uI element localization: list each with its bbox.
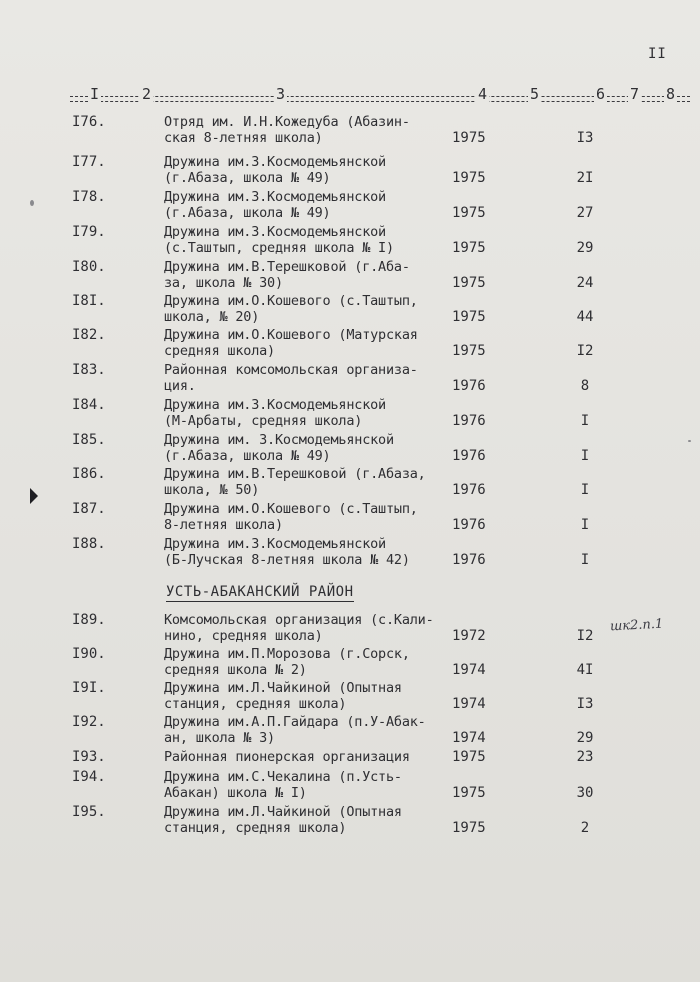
entry-title-cont: (г.Абаза, школа № 49) [164, 170, 331, 186]
entry-title-cont: (г.Абаза, школа № 49) [164, 205, 331, 221]
entry-number: I88. [72, 536, 106, 552]
table-row [0, 114, 700, 148]
entry-title: Дружина им. З.Космодемьянской [164, 432, 394, 448]
entry-title: Отряд им. И.Н.Кожедуба (Абазин- [164, 114, 410, 130]
table-row [0, 362, 700, 396]
entry-title-cont: (Б-Лучская 8-летняя школа № 42) [164, 552, 410, 568]
entry-number: I93. [72, 749, 106, 765]
entry-title: Дружина им.А.П.Гайдара (п.У-Абак- [164, 714, 426, 730]
entry-title: Районная пионерская организация [164, 749, 410, 765]
entry-title: Дружина им.О.Кошевого (с.Таштып, [164, 293, 418, 309]
entry-count: 2I [576, 170, 594, 186]
entry-count: 4I [576, 662, 594, 678]
entry-title: Дружина им.О.Кошевого (Матурская [164, 327, 418, 343]
entry-count: I [580, 552, 590, 568]
entry-year: 1975 [452, 309, 486, 325]
table-row [0, 612, 700, 646]
entry-number: I85. [72, 432, 106, 448]
entry-number: I78. [72, 189, 106, 205]
column-header-3: 3 [276, 85, 286, 103]
entry-number: I9I. [72, 680, 106, 696]
entry-count: 23 [576, 749, 594, 765]
binding-hole-mark [30, 488, 38, 504]
entry-count: 29 [576, 730, 594, 746]
entry-number: I95. [72, 804, 106, 820]
column-header-6: 6 [596, 85, 606, 103]
entry-title: Дружина им.С.Чекалина (п.Усть- [164, 769, 402, 785]
entry-title: Дружина им.П.Морозова (г.Сорск, [164, 646, 410, 662]
page-number: II [648, 46, 667, 62]
table-row [0, 259, 700, 293]
entry-number: I80. [72, 259, 106, 275]
column-header-4: 4 [478, 85, 488, 103]
table-row [0, 501, 700, 535]
entry-count: 24 [576, 275, 594, 291]
entry-title-cont: станция, средняя школа) [164, 820, 347, 836]
table-row [0, 804, 700, 838]
column-header-5: 5 [530, 85, 540, 103]
entry-number: I87. [72, 501, 106, 517]
entry-year: 1974 [452, 662, 486, 678]
entry-year: 1976 [452, 378, 486, 394]
entry-count: I [580, 448, 590, 464]
entry-count: I2 [576, 628, 594, 644]
entry-title-cont: нино, средняя школа) [164, 628, 323, 644]
entry-count: I2 [576, 343, 594, 359]
entry-year: 1975 [452, 170, 486, 186]
entry-title-cont: ан, школа № 3) [164, 730, 275, 746]
entry-year: 1974 [452, 696, 486, 712]
table-row [0, 224, 700, 258]
entry-year: 1975 [452, 785, 486, 801]
entry-title: Дружина им.Л.Чайкиной (Опытная [164, 680, 402, 696]
entry-title-cont: школа, № 50) [164, 482, 260, 498]
entry-title: Комсомольская организация (с.Кали- [164, 612, 434, 628]
entry-title-cont: школа, № 20) [164, 309, 260, 325]
entry-count: I [580, 413, 590, 429]
entry-title-cont: 8-летняя школа) [164, 517, 283, 533]
entry-title: Дружина им.О.Кошевого (с.Таштып, [164, 501, 418, 517]
table-row [0, 432, 700, 466]
entry-count: I [580, 517, 590, 533]
entry-number: I92. [72, 714, 106, 730]
entry-number: I90. [72, 646, 106, 662]
entry-number: I82. [72, 327, 106, 343]
entry-title-cont: (г.Абаза, школа № 49) [164, 448, 331, 464]
entry-count: 30 [576, 785, 594, 801]
entry-title-cont: станция, средняя школа) [164, 696, 347, 712]
entry-number: I79. [72, 224, 106, 240]
table-row [0, 154, 700, 188]
entry-year: 1974 [452, 730, 486, 746]
table-row [0, 466, 700, 500]
table-row [0, 769, 700, 803]
entry-number: I76. [72, 114, 106, 130]
entry-number: I8I. [72, 293, 106, 309]
column-header-1: I [90, 85, 100, 103]
entry-year: 1975 [452, 343, 486, 359]
entry-year: 1976 [452, 517, 486, 533]
column-header-2: 2 [142, 85, 152, 103]
entry-year: 1975 [452, 240, 486, 256]
entry-title-cont: (с.Таштып, средняя школа № I) [164, 240, 394, 256]
table-row [0, 714, 700, 748]
entry-number: I77. [72, 154, 106, 170]
entry-year: 1975 [452, 205, 486, 221]
entry-count: 8 [580, 378, 590, 394]
entry-title-cont: (М-Арбаты, средняя школа) [164, 413, 363, 429]
entry-year: 1975 [452, 820, 486, 836]
table-row [0, 293, 700, 327]
entry-title-cont: средняя школа № 2) [164, 662, 307, 678]
entry-number: I86. [72, 466, 106, 482]
entry-year: 1976 [452, 552, 486, 568]
entry-year: 1976 [452, 413, 486, 429]
entry-title: Дружина им.З.Космодемьянской [164, 397, 386, 413]
entry-number: I94. [72, 769, 106, 785]
entry-title-cont: ская 8-летняя школа) [164, 130, 323, 146]
entry-count: 2 [580, 820, 590, 836]
entry-year: 1972 [452, 628, 486, 644]
table-row [0, 536, 700, 570]
entry-title: Дружина им.З.Космодемьянской [164, 189, 386, 205]
entry-title-cont: за, школа № 30) [164, 275, 283, 291]
entry-number: I83. [72, 362, 106, 378]
table-row [0, 646, 700, 680]
paper-speck [688, 440, 691, 442]
entry-title: Дружина им.В.Терешковой (г.Абаза, [164, 466, 426, 482]
entry-title-cont: средняя школа) [164, 343, 275, 359]
paper-speck [30, 200, 34, 206]
entry-title-cont: ция. [164, 378, 196, 394]
table-row [0, 189, 700, 223]
entry-year: 1975 [452, 749, 486, 765]
entry-number: I84. [72, 397, 106, 413]
handwritten-margin-note: шк2.п.1 [609, 616, 664, 635]
column-header-7: 7 [630, 85, 640, 103]
entry-title-cont: Абакан) школа № I) [164, 785, 307, 801]
entry-year: 1976 [452, 482, 486, 498]
entry-title: Дружина им.З.Космодемьянской [164, 224, 386, 240]
entry-title: Дружина им.Л.Чайкиной (Опытная [164, 804, 402, 820]
table-row [0, 680, 700, 714]
table-row [0, 397, 700, 431]
entry-year: 1975 [452, 275, 486, 291]
entry-year: 1976 [452, 448, 486, 464]
entry-number: I89. [72, 612, 106, 628]
entry-year: 1975 [452, 130, 486, 146]
entry-title: Дружина им.З.Космодемьянской [164, 536, 386, 552]
entry-title: Районная комсомольская организа- [164, 362, 418, 378]
entry-count: 44 [576, 309, 594, 325]
section-heading: УСТЬ-АБАКАНСКИЙ РАЙОН [166, 584, 354, 600]
entry-title: Дружина им.З.Космодемьянской [164, 154, 386, 170]
entry-title: Дружина им.В.Терешковой (г.Аба- [164, 259, 410, 275]
entry-count: I3 [576, 696, 594, 712]
entry-count: I3 [576, 130, 594, 146]
column-header-8: 8 [666, 85, 676, 103]
entry-count: 29 [576, 240, 594, 256]
entry-count: 27 [576, 205, 594, 221]
table-row [0, 327, 700, 361]
entry-count: I [580, 482, 590, 498]
